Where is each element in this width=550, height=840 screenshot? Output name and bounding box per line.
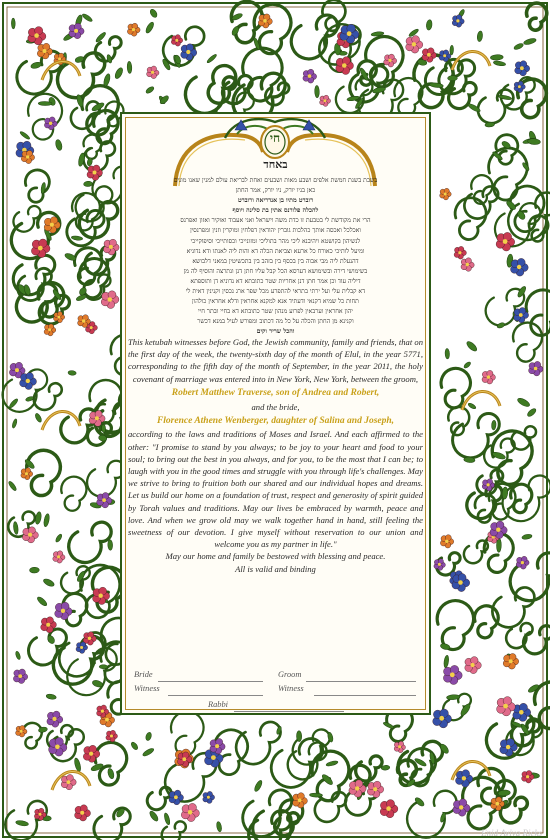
flower-icon <box>75 805 91 821</box>
leaf-icon <box>149 8 159 19</box>
flower-icon <box>101 291 119 309</box>
vine-scroll <box>291 15 337 59</box>
hebrew-line: כאן בניו יורק, ניו יורק, אמר החתן <box>235 187 316 195</box>
leaf-icon <box>493 60 506 66</box>
groom-name: Robert Matthew Traverse, son of Andrea and Robert, <box>171 387 380 398</box>
hebrew-line: רוברט מתיו בן אנדריאה ורוברט <box>237 197 314 205</box>
leaf-icon <box>15 651 21 660</box>
leaf-icon <box>426 19 433 30</box>
leaf-icon <box>11 418 17 428</box>
leaf-icon <box>8 398 19 409</box>
leaf-icon <box>73 757 81 772</box>
flower-icon <box>171 35 182 47</box>
hebrew-line: להכלה פלורנס אתין בת סלינה ויוסף <box>232 207 319 215</box>
flower-icon <box>147 66 159 79</box>
leaf-icon <box>440 643 451 651</box>
flower-icon <box>21 468 33 480</box>
flower-icon <box>380 800 398 818</box>
leaf-icon <box>30 61 42 69</box>
vine-scroll <box>34 383 62 410</box>
hebrew-line: בשבת בשנת חמשת אלפים ושבע מאות ושבעים ואחת לבריאת עולם למנין שאנו מונים <box>173 177 378 184</box>
vine-scroll <box>23 723 42 749</box>
leaf-icon <box>92 679 104 688</box>
flower-icon <box>181 803 199 821</box>
leaf-icon <box>163 812 171 825</box>
leaf-icon <box>142 747 155 757</box>
flower-icon <box>497 697 516 716</box>
leaf-icon <box>145 86 155 95</box>
hebrew-line: והכל שריר וקים <box>256 328 295 336</box>
hebrew-line: דא קבלית עלי ועל ירתי בתראי להתפרע מכל שפר ארג נכסין וקנינין דאית לי <box>185 288 366 296</box>
witness-1-signature-line <box>168 695 263 696</box>
hebrew-text-block <box>128 176 423 338</box>
flower-icon <box>127 23 140 36</box>
blessing-line: May our home and family be bestowed with blessing and peace. <box>165 551 386 562</box>
flower-icon <box>258 14 272 28</box>
leaf-icon <box>130 741 139 751</box>
witness-1-label: Witness <box>134 684 160 693</box>
flower-icon <box>394 741 405 752</box>
flower-icon <box>20 373 37 390</box>
flower-icon <box>515 61 530 76</box>
vine-scroll <box>448 407 469 435</box>
english-text <box>128 336 423 575</box>
leaf-icon <box>144 21 155 34</box>
vine-scroll <box>69 522 111 562</box>
flower-icon <box>103 239 119 255</box>
bride-name: Florence Athene Wenberger, daughter of Salina and Joseph, <box>156 416 395 427</box>
leaf-icon <box>8 480 18 491</box>
leaf-icon <box>46 693 57 699</box>
leaf-icon <box>491 451 506 461</box>
witness-2-signature-line <box>314 695 416 696</box>
and-the-bride: and the bride, <box>251 402 300 413</box>
leaf-icon <box>36 596 48 608</box>
flower-icon <box>511 258 529 276</box>
leaf-icon <box>108 540 113 551</box>
leaf-icon <box>34 412 43 423</box>
leaf-icon <box>296 731 301 742</box>
flower-icon <box>440 535 453 548</box>
leaf-icon <box>148 810 159 823</box>
flower-icon <box>47 711 63 727</box>
groom-label: Groom <box>278 670 302 679</box>
hebrew-line: לנשיהון בקושטא ויהיבנא ליכי מהר בתוליכי ומזונייכי וכסותייכי וסיפוקייכי <box>190 237 361 245</box>
flower-icon <box>422 48 436 63</box>
flower-icon <box>513 703 531 721</box>
flower-icon <box>28 27 46 45</box>
leaf-icon <box>64 252 77 262</box>
hebrew-line: ואכלכל ואכסה אותך כהלכות גוברין יהודאין דפלחין ומוקרין וזנין ומפרנסין <box>190 227 361 235</box>
flower-icon <box>53 551 65 563</box>
flower-icon <box>210 739 225 755</box>
flower-icon <box>44 117 57 130</box>
leaf-icon <box>450 45 454 55</box>
leaf-icon <box>19 130 30 140</box>
leaf-icon <box>491 420 496 430</box>
leaf-icon <box>326 760 339 767</box>
hebrew-line: וקנינא מן החתן והכלה על כל מה דכתוב ומפורש לעיל במנא דכשר <box>197 318 354 326</box>
leaf-icon <box>42 577 55 587</box>
leaf-icon <box>463 361 472 369</box>
leaf-icon <box>206 53 217 64</box>
leaf-icon <box>29 567 39 573</box>
leaf-icon <box>516 397 531 409</box>
leaf-icon <box>309 793 322 797</box>
flower-icon <box>76 642 88 654</box>
leaf-icon <box>527 138 540 145</box>
leaf-icon <box>68 370 77 375</box>
leaf-icon <box>114 67 125 80</box>
flower-icon <box>406 36 423 54</box>
leaf-icon <box>174 54 182 64</box>
leaf-icon <box>523 37 537 45</box>
leaf-icon <box>11 18 15 29</box>
leaf-icon <box>445 348 450 359</box>
vine-scroll <box>94 808 130 840</box>
flower-icon <box>61 775 76 790</box>
flower-icon <box>384 54 397 67</box>
leaf-icon <box>443 655 449 668</box>
leaf-icon <box>216 821 222 832</box>
flower-icon <box>496 232 515 251</box>
flower-icon <box>49 738 67 757</box>
bride-signature-line <box>158 681 263 682</box>
leaf-icon <box>526 407 537 417</box>
hebrew-line: יהון אחראין וערבאין לפרוע מנהון שטר כתובתא דא בחיי ובתר חיי <box>198 308 353 316</box>
closing-line: All is valid and binding <box>235 563 316 574</box>
vine-scroll <box>28 94 62 140</box>
flower-icon <box>440 188 452 200</box>
flower-icon <box>203 791 215 803</box>
flower-icon <box>516 556 529 569</box>
vows-paragraph: according to the laws and traditions of Moses and Israel. And each affirmed to the other: "I promise to stand by you always; to be joy to your heart and food to your soul; to bring out the best in you always, and for you, to be the most that I can be; to laugh with you in the good times and struggle with you through life's challenges. May we strive to bring to fruition both our shared and our individual hopes and dreams. Let us build our home on a foundation of trust, respect and generosity of spirit guided by Torah values and traditions. May our lives be embraced by warmth, peace and love. And when we grow old may we walk together hand in hand, still feeling the sweetness of our devotion. I give myself without reservation to our union and welcome you as my partner in life." <box>128 429 423 550</box>
flower-icon <box>13 669 27 684</box>
flower-icon <box>87 165 103 180</box>
flower-icon <box>452 15 464 28</box>
vine-scroll <box>61 477 86 511</box>
flower-icon <box>522 771 534 784</box>
leaf-icon <box>13 521 19 534</box>
hebrew-heading: באחד <box>263 158 288 171</box>
leaf-icon <box>383 721 395 729</box>
gold-ribbon <box>462 391 500 410</box>
leaf-icon <box>467 402 476 410</box>
leaf-icon <box>127 61 132 73</box>
flower-icon <box>465 657 482 674</box>
leaf-icon <box>43 513 50 527</box>
leaf-icon <box>314 85 319 97</box>
flower-icon <box>303 69 317 83</box>
flower-icon <box>456 770 473 787</box>
leaf-icon <box>103 73 112 87</box>
leaf-icon <box>15 820 28 827</box>
leaf-icon <box>55 533 63 543</box>
flower-icon <box>529 361 543 376</box>
groom-signature-line <box>306 681 416 682</box>
leaf-icon <box>253 779 263 792</box>
leaf-icon <box>99 665 107 669</box>
leaf-icon <box>477 31 483 42</box>
flower-icon <box>433 709 452 728</box>
flower-icon <box>22 527 38 543</box>
vine-scroll <box>67 210 104 245</box>
chai-symbol: חי <box>269 131 281 145</box>
flower-icon <box>106 730 118 742</box>
flower-icon <box>293 793 308 808</box>
leaf-icon <box>459 702 472 716</box>
flower-icon <box>452 574 470 592</box>
flower-icon <box>443 665 462 684</box>
hebrew-line: דהנעלת ליה מבי אבוה בין בכסף בין בזהב בין בתכשיטין במאני דלבושא <box>192 257 359 265</box>
flower-icon <box>37 43 52 59</box>
flower-icon <box>367 781 383 797</box>
vine-scroll <box>29 629 67 665</box>
opening-paragraph: This ketubah witnesses before God, the Jewish community, family and friends, that on the first day of the week, the twenty-sixth day of the month of Elul, in the year 5771, corresponding to the fifth day of the month of September, in the year 2011, the holy covenant of marriage was entered into in New York, New York, between the groom, <box>128 337 423 384</box>
flower-icon <box>55 602 72 620</box>
flower-icon <box>454 246 466 259</box>
flower-icon <box>320 95 331 106</box>
leaf-icon <box>34 511 42 524</box>
leaf-icon <box>465 340 478 353</box>
leaf-icon <box>101 424 106 432</box>
leaf-icon <box>448 76 458 81</box>
artist-signature: Enid Aviva Ricks <box>481 828 542 838</box>
leaf-icon <box>516 285 527 298</box>
bride-label: Bride <box>134 670 153 679</box>
hebrew-line: ומיעל לותיכי כאורח כל ארעא וצביאת הכלה דא והות ליה לאנתו ודא נדוניא <box>186 247 365 255</box>
leaf-icon <box>513 42 524 50</box>
leaf-icon <box>55 139 63 151</box>
leaf-icon <box>496 322 505 329</box>
witness-2-label: Witness <box>278 684 304 693</box>
vine-scroll <box>478 90 513 124</box>
flower-icon <box>482 370 495 384</box>
leaf-icon <box>71 235 83 241</box>
hebrew-line: דיליה עוד וכן אמר חתן דנן אחריות שטר כתובתא דא נדוניא דן ותוספתא <box>190 277 361 285</box>
leaf-icon <box>490 54 503 60</box>
hebrew-line: הרי את מקודשת לי בטבעת זו כדת משה וישראל ואני אעבוד ואוקיר ואזון ואפרנס <box>180 217 371 225</box>
vine-scroll <box>171 711 204 755</box>
leaf-icon <box>81 13 93 23</box>
flower-icon <box>44 324 56 336</box>
rabbi-signature-line <box>234 711 344 712</box>
vine-scroll <box>407 791 456 838</box>
vine-scroll <box>513 323 542 362</box>
leaf-icon <box>522 534 533 540</box>
flower-icon <box>461 258 474 272</box>
flower-icon <box>69 23 84 39</box>
flower-icon <box>434 559 446 571</box>
leaf-icon <box>83 181 92 187</box>
flower-icon <box>503 654 519 670</box>
hebrew-line: בשימושי דירה ובשימושא דערסא הכל קבל עליו חתן דנן ונתרצה והוסיף לה מן <box>183 267 368 275</box>
leaf-icon <box>38 101 52 105</box>
vine-scroll <box>437 601 473 650</box>
leaf-icon <box>429 82 443 88</box>
leaf-icon <box>107 768 115 780</box>
vine-scroll <box>231 1 262 42</box>
leaf-icon <box>145 732 153 742</box>
rabbi-label: Rabbi <box>208 700 229 709</box>
hebrew-line: תחות כל שמיא דקנאי ודעתיד אנא למקנא אחראין ודלא אחראין כולהון <box>192 298 359 306</box>
vine-scroll <box>510 553 550 601</box>
